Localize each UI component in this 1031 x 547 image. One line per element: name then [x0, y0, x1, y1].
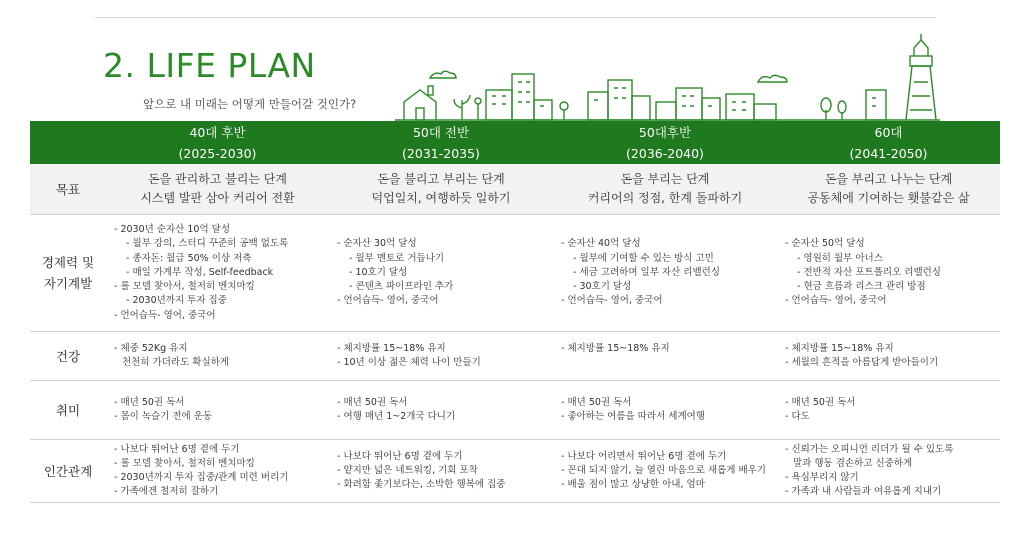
goal-cell: 돈을 불리고 부리는 단계 덕업일치, 여행하듯 일하기	[329, 164, 553, 215]
table-row-hobby	[30, 381, 1000, 440]
life-plan-table	[30, 121, 1000, 503]
column-header-50s-early: 50대 전반 (2031-2035)	[329, 121, 553, 164]
row-header-goal: 목표	[30, 164, 106, 215]
relations-cell: - 나보다 뛰어난 6명 곁에 두기 - 얕지만 넓은 네트워킹, 기회 포착 - 화려함 좇기보다는, 소박한 행복에 집중	[329, 440, 553, 503]
cloud-icon	[758, 75, 787, 82]
table-row-health	[30, 332, 1000, 381]
table-row-goal	[30, 164, 1000, 215]
relations-cell: - 나보다 뛰어난 6명 곁에 두기 - 롤 모델 찾아서, 철저히 벤치마킹 - 2030년까지 투자 집중/관계 미련 버리기 - 가족에겐 철저히 잘하기	[106, 440, 329, 503]
building-icon	[588, 80, 720, 120]
table-row-relations	[30, 440, 1000, 503]
house-icon	[404, 86, 436, 120]
building-icon	[486, 74, 552, 120]
tree-icon	[560, 102, 568, 120]
column-header-40s-late: 40대 후반 (2025-2030)	[106, 121, 329, 164]
goal-cell: 돈을 부리고 나누는 단계 공동체에 기여하는 횃불같은 삶	[777, 164, 1000, 215]
health-cell: - 체지방률 15~18% 유지	[553, 332, 777, 381]
economy-cell: - 순자산 40억 달성 - 월부에 기여할 수 있는 방식 고민 - 세금 고려하며 일부 자산 리밸런싱 - 30호기 달성 - 언어습득- 영어, 중국어	[553, 215, 777, 332]
table-header-row	[30, 121, 1000, 164]
column-header-60s: 60대 (2041-2050)	[777, 121, 1000, 164]
economy-cell: - 순자산 30억 달성 - 월부 멘토로 거듭나기 - 10호기 달성 - 콘텐츠 파이프라인 추가 - 언어습득- 영어, 중국어	[329, 215, 553, 332]
page-title: 2. LIFE PLAN	[103, 46, 316, 85]
row-header-hobby: 취미	[30, 381, 106, 440]
health-cell: - 체지방률 15~18% 유지 - 세월의 흔적을 아름답게 받아들이기	[777, 332, 1000, 381]
health-cell: - 체중 52Kg 유지 천천히 가더라도 확실하게	[106, 332, 329, 381]
tree-icon	[821, 98, 846, 120]
lighthouse-icon	[906, 34, 936, 120]
goal-cell: 돈을 부리는 단계 커리어의 정점, 한계 돌파하기	[553, 164, 777, 215]
relations-cell: - 신뢰가는 오피니언 리더가 될 수 있도록 말과 행동 겸손하고 신중하게 - 욕심부리지 않기 - 가족과 내 사람들과 여유롭게 지내기	[777, 440, 1000, 503]
top-divider	[95, 17, 935, 18]
table-row-economy	[30, 215, 1000, 332]
hobby-cell: - 매년 50권 독서 - 좋아하는 여름을 따라서 세계여행	[553, 381, 777, 440]
building-icon	[726, 94, 776, 120]
economy-cell: - 순자산 50억 달성 - 영원히 월부 아너스 - 전반적 자산 포트폴리오 리밸런싱 - 현금 흐름과 리스크 관리 방점 - 언어습득- 영어, 중국어	[777, 215, 1000, 332]
relations-cell: - 나보다 어리면서 뛰어난 6명 곁에 두기 - 꼰대 되지 않기, 늘 열린 마음으로 새롭게 배우기 - 배울 점이 많고 상냥한 아내, 엄마	[553, 440, 777, 503]
page-subtitle: 앞으로 내 미래는 어떻게 만들어갈 것인가?	[143, 97, 357, 111]
tree-icon	[454, 95, 481, 120]
cloud-icon	[430, 71, 456, 78]
hobby-cell: - 매년 50권 독서 - 몸이 녹슬기 전에 운동	[106, 381, 329, 440]
header-corner	[30, 121, 106, 164]
health-cell: - 체지방률 15~18% 유지 - 10년 이상 젊은 체력 나이 만들기	[329, 332, 553, 381]
goal-cell: 돈을 관리하고 불리는 단계 시스템 발판 삼아 커리어 전환	[106, 164, 329, 215]
row-header-economy: 경제력 및 자기계발	[30, 215, 106, 332]
hobby-cell: - 매년 50권 독서 - 여행 매년 1~2개국 다니기	[329, 381, 553, 440]
hobby-cell: - 매년 50권 독서 - 다도	[777, 381, 1000, 440]
economy-cell: - 2030년 순자산 10억 달성 - 월부 강의, 스터디 꾸준히 공백 없도록 - 종자돈: 월급 50% 이상 저축 - 매일 가계부 작성, Self-feedback - 롤 모델 찾아서, 철저히 벤치마킹 - 2030년까지 투자 집중 - 언어습득- 영어, 중국어	[106, 215, 329, 332]
row-header-health: 건강	[30, 332, 106, 381]
building-icon	[866, 90, 886, 120]
column-header-50s-late: 50대후반 (2036-2040)	[553, 121, 777, 164]
row-header-relations: 인간관계	[30, 440, 106, 503]
